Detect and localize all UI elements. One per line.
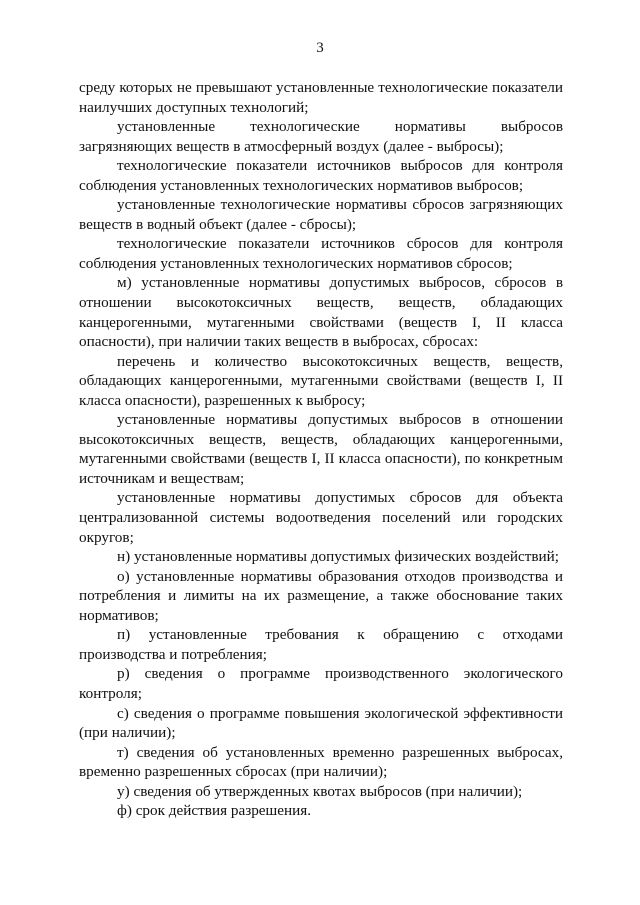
paragraph-item-p: п) установленные требования к обращению с отходами производства и потребления; xyxy=(79,626,563,663)
paragraph-item-m: м) установленные нормативы допустимых выбросов, сбросов в отношении высокотоксичных веществ, веществ, обладающих канцерогенными, мутагенными свойствами (веществ I, II класса опасности), при наличии таких веществ в выбросах, сбросах: xyxy=(79,274,563,351)
paragraph-emission-standards: установленные технологические нормативы выбросов загрязняющих веществ в атмосферный воздух (далее - выбросы); xyxy=(79,118,563,155)
paragraph-discharge-indicators: технологические показатели источников сбросов для контроля соблюдения установленных технологических нормативов сбросов; xyxy=(79,235,563,272)
paragraph-continuation: среду которых не превышают установленные технологические показатели наилучших доступных технологий; xyxy=(79,79,563,116)
paragraph-item-n: н) установленные нормативы допустимых физических воздействий; xyxy=(117,548,560,566)
paragraph-item-s: с) сведения о программе повышения экологической эффективности (при наличии); xyxy=(79,704,563,742)
paragraph-centralized-discharge: установленные нормативы допустимых сбросов для объекта централизованной системы водоотведения поселений или городских округов; xyxy=(79,489,563,546)
paragraph-item-o: о) установленные нормативы образования отходов производства и потребления и лимиты на их размещение, а также обоснование таких нормативов; xyxy=(79,567,563,624)
paragraph-item-u: у) сведения об утвержденных квотах выбросов (при наличии); xyxy=(117,782,523,800)
paragraph-emission-indicators: технологические показатели источников выбросов для контроля соблюдения установленных технологических нормативов выбросов; xyxy=(79,157,563,194)
paragraph-item-f: ф) срок действия разрешения. xyxy=(117,802,311,820)
paragraph-item-r: р) сведения о программе производственного экологического контроля; xyxy=(79,665,563,702)
document-body xyxy=(79,78,563,821)
paragraph-toxic-substances-list: перечень и количество высокотоксичных веществ, веществ, обладающих канцерогенными, мутагенными свойствами (веществ I, II класса опасности), разрешенных к выбросу; xyxy=(79,352,563,409)
paragraph-toxic-emission-standards: установленные нормативы допустимых выбросов в отношении высокотоксичных веществ, веществ, обладающих канцерогенными, мутагенными свойствами (веществ I, II класса опасности), по конкретным источникам и веществам; xyxy=(79,411,563,487)
paragraph-item-t: т) сведения об установленных временно разрешенных выбросах, временно разрешенных сбросах (при наличии); xyxy=(79,743,563,781)
page-number: 3 xyxy=(316,40,324,56)
paragraph-discharge-standards: установленные технологические нормативы сбросов загрязняющих веществ в водный объект (далее - сбросы); xyxy=(79,196,563,233)
